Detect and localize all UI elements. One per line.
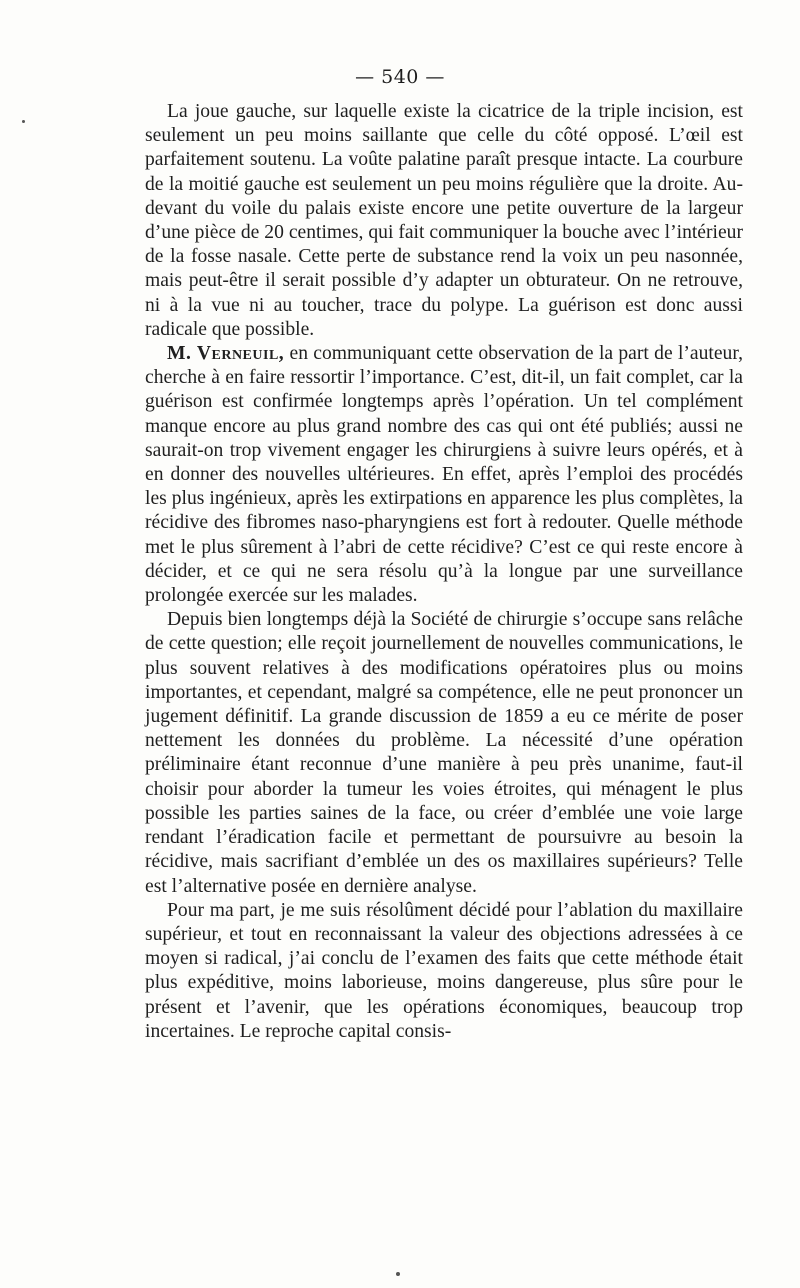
paragraph-1-text: La joue gauche, sur laquelle existe la cicatrice de la triple incision, est seulement un peu moins saillante que celle du côté opposé. L’œil est parfaitement soutenu. La voûte palatine paraît presque intacte. La courbure de la moitié gauche est seulement un peu moins régulière que la droite. Au-devant du voile du palais existe encore une petite ouverture de la largeur d’une pièce de 20 centimes, qui fait communiquer la bouche avec l’intérieur de la fosse nasale. Cette perte de substance rend la voix un peu nasonnée, mais peut-être il serait possible d’y adapter un obturateur. On ne retrouve, ni à la vue ni au toucher, trace du polype. La guérison est donc aussi radicale que possible.: [145, 101, 743, 340]
paragraph-1: [145, 100, 743, 342]
paragraph-2-text: en communiquant cette observation de la part de l’auteur, cherche à en faire ressortir l’importance. C’est, dit-il, un fait complet, car la guérison est confirmée longtemps après l’opération. Un tel complément manque encore au plus grand nombre des cas qui ont été publiés; aussi ne saurait-on trop vivement engager les chirurgiens à suivre leurs opérés, et à en donner des nouvelles ultérieures. En effet, après l’emploi des procédés les plus ingénieux, après les extirpations en apparence les plus complètes, la récidive des fibromes naso-pharyngiens est fort à redouter. Quelle méthode met le plus sûrement à l’abri de cette récidive? C’est ce qui reste encore à décider, et ce qui ne sera résolu qu’à la longue par une surveillance prolongée exercée sur les malades.: [145, 343, 743, 607]
paragraph-3-text: Depuis bien longtemps déjà la Société de chirurgie s’occupe sans relâche de cette question; elle reçoit journellement de nouvelles communications, le plus souvent relatives à des modifications opératoires plus ou moins importantes, et cependant, malgré sa compétence, elle ne peut prononcer un jugement définitif. La grande discussion de 1859 a eu ce mérite de poser nettement les données du problème. La nécessité d’une opération préliminaire étant reconnue d’une manière à peu près unanime, faut-il choisir pour aborder la tumeur les voies étroites, qui ménagent le plus possible les parties saines de la face, ou créer d’emblée une voie large rendant l’éradication facile et permettant de poursuivre au besoin la récidive, mais sacrifiant d’emblée un des os maxillaires supérieurs? Telle est l’alternative posée en dernière analyse.: [145, 609, 743, 897]
print-speck-bottom: [396, 1272, 400, 1276]
speaker-name: M. Verneuil,: [167, 343, 285, 365]
paragraph-4: [145, 899, 743, 1044]
print-speck-top-left: [22, 120, 25, 123]
body-text: [145, 100, 743, 1044]
paragraph-3: [145, 608, 743, 898]
paragraph-4-text: Pour ma part, je me suis résolûment décidé pour l’ablation du maxillaire supérieur, et tout en reconnaissant la valeur des objections adressées à ce moyen si radical, j’ai conclu de l’examen des faits que cette méthode était plus expéditive, moins laborieuse, moins dangereuse, plus sûre pour le présent et l’avenir, que les opérations économiques, beaucoup trop incertaines. Le reproche capital consis-: [145, 899, 743, 1042]
paragraph-2: [145, 342, 743, 608]
page-number: — 540 —: [355, 66, 445, 88]
